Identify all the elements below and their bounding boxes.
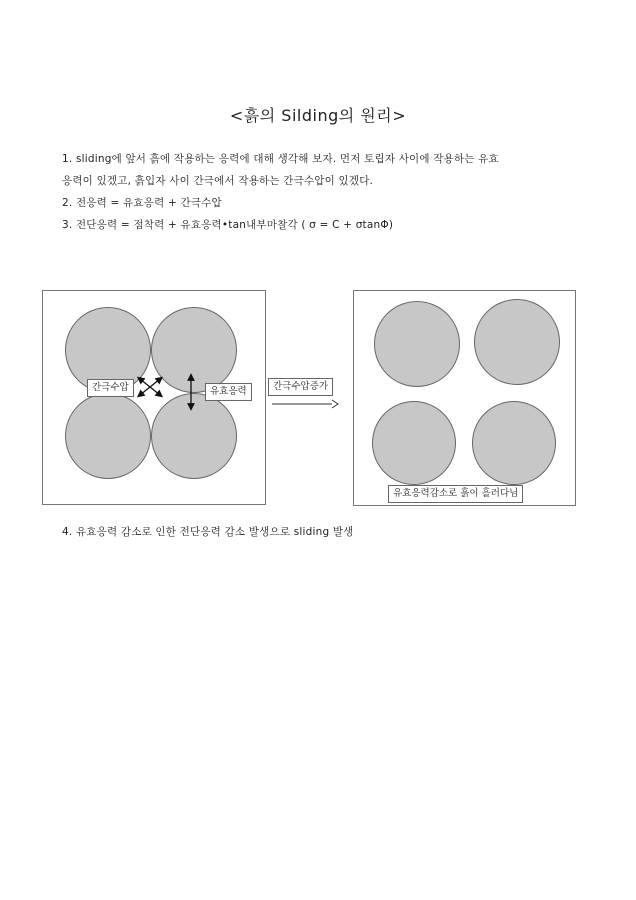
- right-arrow-icon: [270, 398, 340, 410]
- caption-effective-stress-decrease: 유효응력감소로 흙이 흘러다님: [388, 485, 523, 503]
- page-title: <흙의 Silding의 원리>: [229, 106, 407, 125]
- paragraph-3: 3. 전단응력 = 점착력 + 유효응력•tan내부마찰각 ( σ = C + σtanΦ): [62, 219, 394, 231]
- particle-circle: [472, 401, 556, 485]
- particle-circle: [374, 301, 460, 387]
- particle-circle: [372, 401, 456, 485]
- paragraph-2: 2. 전응력 = 유효응력 + 간극수압: [62, 197, 222, 209]
- figure-packed-particles: [42, 290, 266, 505]
- conclusion: 4. 유효응력 감소로 인한 전단응력 감소 발생으로 sliding 발생: [62, 526, 354, 538]
- paragraph-1-line-2: 응력이 있겠고, 흙입자 사이 간극에서 작용하는 간극수압이 있겠다.: [62, 175, 374, 187]
- paragraph-1-line-1: 1. sliding에 앞서 흙에 작용하는 응력에 대해 생각해 보자. 먼저 토립자 사이에 작용하는 유효: [62, 153, 499, 165]
- particle-circle: [474, 299, 560, 385]
- label-pore-pressure: 간극수압: [87, 379, 134, 397]
- label-effective-stress: 유효응력: [205, 383, 252, 401]
- figure-separated-particles: [353, 290, 576, 506]
- transition-label: 간극수압증가: [268, 378, 333, 396]
